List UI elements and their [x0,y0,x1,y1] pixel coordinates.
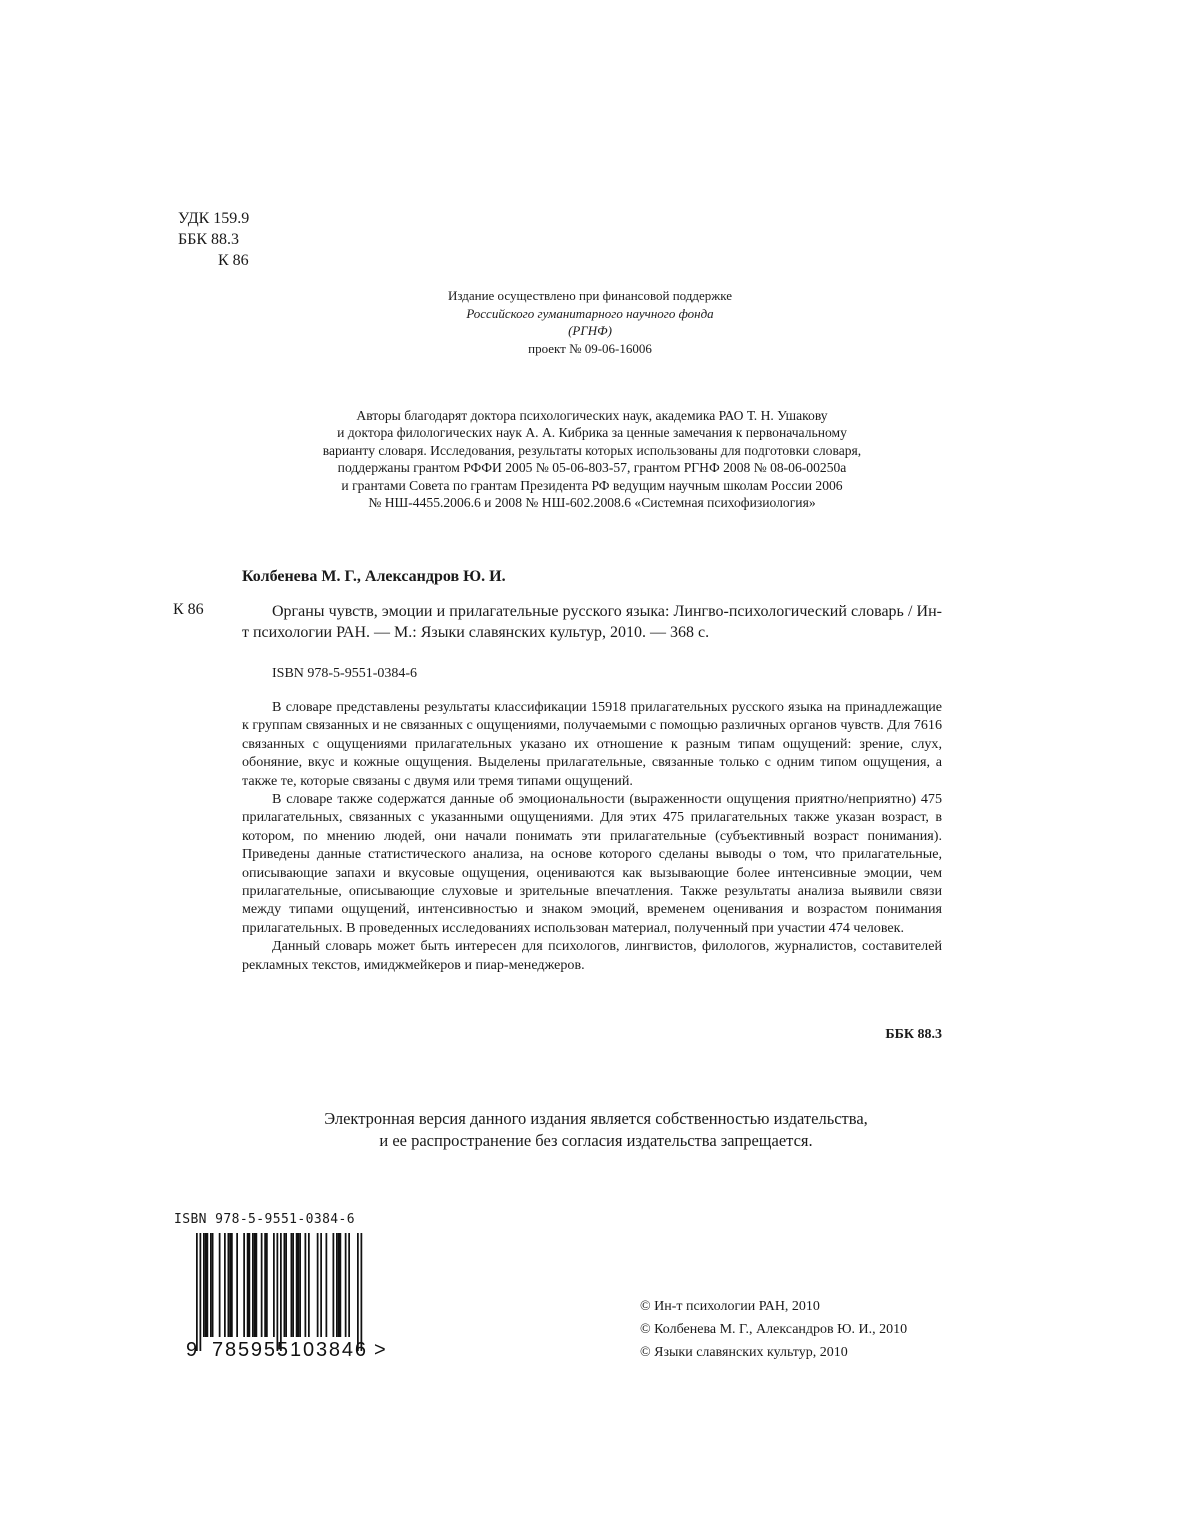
barcode-bar [249,1233,251,1337]
support-block [380,287,800,357]
record-code: К 86 [173,601,204,618]
copyright-block [640,1295,907,1364]
notice-line-2: и ее распространение без согласия издательства запрещается. [379,1131,813,1150]
barcode-bar [252,1233,254,1337]
thanks-line: № НШ-4455.2006.6 и 2008 № НШ-602.2008.6 «Системная психофизиология» [368,495,816,511]
bbk-footer-code: ББК 88.3 [885,1027,942,1042]
support-line-4: проект № 09-06-16006 [528,340,652,356]
barcode-bar [205,1233,207,1337]
barcode-end-mark: > [374,1339,386,1361]
barcode-image [174,1229,394,1361]
barcode-bar [256,1233,258,1337]
barcode-bar [203,1233,205,1337]
barcode-bar [254,1233,256,1337]
barcode-bar [261,1233,263,1337]
copyright-line-2: © Колбенева М. Г., Александров Ю. И., 2010 [640,1322,908,1337]
isbn-line: ISBN 978-5-9551-0384-6 [272,666,418,681]
electronic-version-notice [236,1108,956,1152]
barcode-bar [340,1233,342,1337]
barcode-bar [357,1233,359,1351]
support-line-3: (РГНФ) [568,323,612,338]
abstract-block [242,698,942,974]
barcode-bar [243,1233,245,1337]
barcode-bar [280,1233,282,1351]
abstract-paragraph-3: Данный словарь может быть интересен для психологов, лингвистов, филологов, журналистов, составителей рекламных текстов, имиджмейкеров и пиар-менеджеров. [242,938,942,973]
barcode-bar [247,1233,249,1337]
barcode-bar [291,1233,293,1337]
bibliographic-description: Органы чувств, эмоции и прилагательные русского языка: Лингво-психологический словарь / Ин-т психологии РАН. — М.: Языки славянских культур, 2010. — 368 с. [242,603,942,641]
barcode-bar [292,1233,294,1337]
thanks-line: Авторы благодарят доктора психологических наук, академика РАО Т. Н. Ушакову [356,408,828,423]
barcode-bar [228,1233,230,1337]
barcode-bar [308,1233,310,1337]
barcode-bar [305,1233,307,1337]
barcode-bar [284,1233,286,1337]
barcode-bars [196,1233,362,1351]
barcode-bar [196,1233,198,1351]
barcode-bar [348,1233,350,1337]
barcode-lead-digit: 9 [186,1339,198,1361]
barcode-right-digits: 103846 [290,1339,366,1361]
authors-heading: Колбенева М. Г., Александров Ю. И. [242,568,506,585]
abstract-paragraph-2: В словаре также содержатся данные об эмоциональности (выраженности ощущения приятно/неприятно) 475 прилагательных, связанных с указанными ощущениями. Для этих 475 прилагательных также указан возраст, в котором, по мнению людей, они начали понимать эти прилагательные (субъективный возраст понимания). Приведены данные статистического анализа, на основе которого сделаны выводы о том, что прилагательные, описывающие запахи и вкусовые ощущения, оцениваются как вызывающие более интенсивные эмоции, чем прилагательные, описывающие слуховые и зрительные впечатления. Также результаты анализа выявили связи между типами ощущений, интенсивностью и знаком эмоций, временем оценивания и возрастом понимания прилагательных. В проведенных исследованиях использован материал, полученный при участии 474 человек. [242,791,942,936]
barcode-bar [207,1233,209,1337]
thanks-line: варианту словаря. Исследования, результаты которых использованы для подготовки словаря, [322,442,862,458]
barcode-bar [200,1233,202,1351]
copyright-line-3: © Языки славянских культур, 2010 [640,1345,848,1360]
bbk-code: ББК 88.3 [178,231,240,248]
barcode-bar [317,1233,319,1337]
barcode-block [174,1212,394,1361]
acknowledgements-block [236,407,948,511]
barcode-bar [296,1233,298,1337]
copyright-line-1: © Ин-т психологии РАН, 2010 [640,1299,820,1314]
barcode-bar [231,1233,233,1337]
notice-line-1: Электронная версия данного издания является собственностью издательства, [324,1109,868,1128]
barcode-bar [277,1233,279,1351]
barcode-bar [298,1233,300,1337]
barcode-bar [333,1233,335,1337]
barcode-bar [224,1233,226,1337]
barcode-bar [361,1233,363,1351]
barcode-bar [285,1233,287,1337]
barcode-bar [212,1233,214,1337]
udk-code: УДК 159.9 [178,210,250,227]
author-mark: К 86 [218,252,249,269]
barcode-bar [326,1233,328,1337]
support-line-1: Издание осуществлено при финансовой поддержке [447,288,733,303]
barcode-bar [219,1233,221,1337]
barcode-bar [299,1233,301,1337]
barcode-left-digits: 785955 [212,1339,288,1361]
barcode-bar [345,1233,347,1337]
barcode-bar [264,1233,266,1337]
support-line-2: Российского гуманитарного научного фонда [466,305,714,321]
barcode-bar [229,1233,231,1337]
barcode-bar [210,1233,212,1337]
thanks-line: и доктора филологических наук А. А. Кибрика за ценные замечания к первоначальному [337,425,847,441]
classification-block [178,208,249,271]
barcode-isbn-label: ISBN 978-5-9551-0384-6 [174,1212,355,1227]
barcode-bar [338,1233,340,1337]
barcode-bar [236,1233,238,1337]
barcode-bar [273,1233,275,1337]
abstract-paragraph-1: В словаре представлены результаты классификации 15918 прилагательных русского языка на принадлежащие к группам связанных и не связанных с ощущениями, получаемыми с помощью различных органов чувств. Для 7616 связанных с ощущениями прилагательных указано их отношение к разным типам ощущений: зрение, слух, обоняние, вкус и кожные ощущения. Выделены прилагательные, связанные только с одним типом ощущения, а также те, которые связаны с двумя или тремя типами ощущений. [242,699,942,789]
thanks-line: и грантами Совета по грантам Президента РФ ведущим научным школам России 2006 [341,477,843,493]
barcode-bar [266,1233,268,1337]
barcode-bar [336,1233,338,1337]
barcode-bar [320,1233,322,1337]
thanks-line: поддержаны грантом РФФИ 2005 № 05-06-803-57, грантом РГНФ 2008 № 08-06-00250а [337,460,847,476]
